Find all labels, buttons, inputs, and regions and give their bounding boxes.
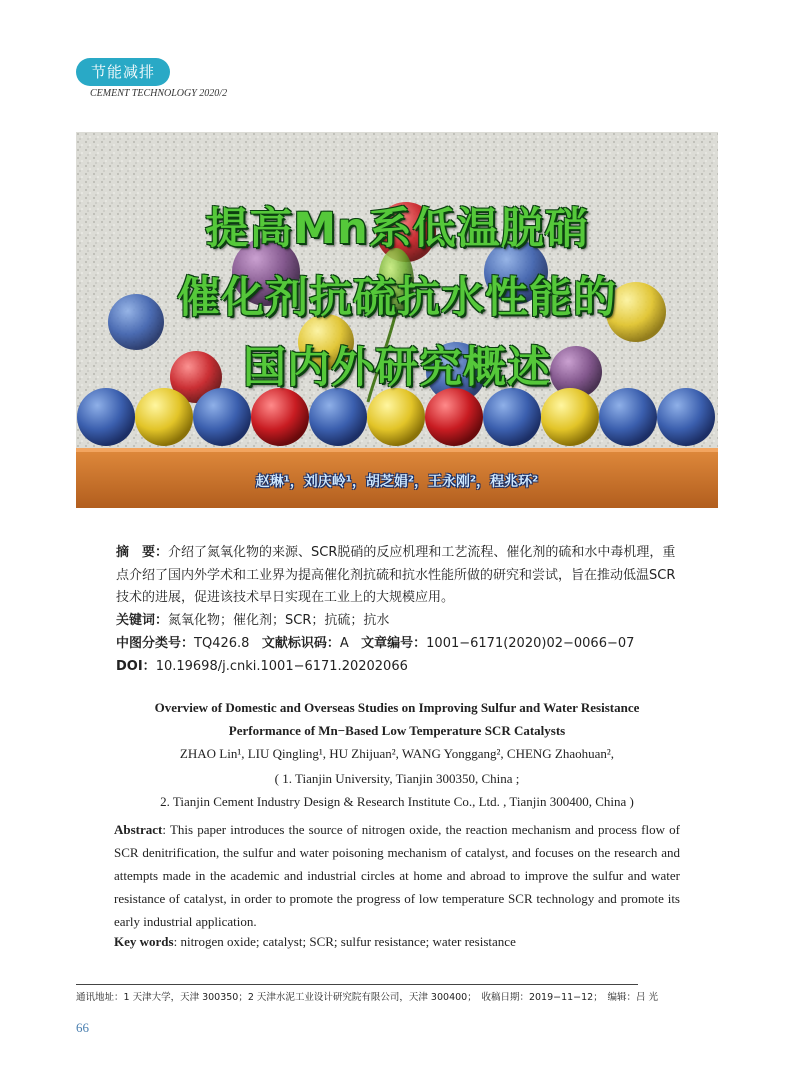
affiliation-1: ( 1. Tianjin University, Tianjin 300350, China ;: [274, 771, 520, 786]
english-authors: ZHAO Lin¹, LIU Qingling¹, HU Zhijuan², WANG Yonggang², CHENG Zhaohuan²,: [179, 746, 615, 761]
abstract-text: 介绍了氮氧化物的来源、SCR脱硝的反应机理和工艺流程、催化剂的硫和水中毒机理，重点介绍了国内外学术和工业界为提高催化剂抗硫和抗水性能所做的研究和尝试，旨在推动低温SCR技术的进展，促进该技术早日实现在工业上的大规模应用。: [116, 545, 676, 605]
keywords-label: 关键词：: [116, 613, 169, 628]
english-abstract-text: : This paper introduces the source of nitrogen oxide, the reaction mechanism and process flow of SCR denitrification, the sulfur and water poisoning mechanism of catalyst, and focuses on the research and attempts made in the academic and industrial circles at home and abroad to improve the sulfur and water resistance of catalyst, in order to promote the progress of low temperature SCR technology and promote its early industrial application.: [114, 822, 680, 929]
english-keywords-text: : nitrogen oxide; catalyst; SCR; sulfur resistance; water resistance: [173, 934, 516, 949]
banner-authors: 赵琳¹，刘庆岭¹，胡芝娟²，王永刚²，程兆环²: [255, 474, 539, 490]
chinese-abstract: [116, 542, 686, 610]
chinese-keywords: [116, 610, 686, 633]
keywords-text: 氮氧化物；催化剂；SCR；抗硫；抗水: [168, 613, 390, 628]
doi-line: [116, 656, 686, 679]
banner-title-line-3: 国内外研究概述: [243, 343, 551, 393]
doc-code-label: 文献标识码：: [261, 636, 340, 651]
page-number: 66: [76, 1020, 89, 1035]
footnote: 通讯地址：1 天津大学，天津 300350；2 天津水泥工业设计研究院有限公司，天津 300400； 收稿日期：2019−11−12； 编辑：吕 光: [76, 992, 658, 1003]
english-keywords: [114, 934, 680, 950]
english-abstract: [114, 818, 680, 933]
english-title-line-2: Performance of Mn−Based Low Temperature SCR Catalysts: [228, 723, 566, 738]
doi-value: 10.19698/j.cnki.1001−6171.20202066: [155, 659, 408, 674]
section-badge: 节能减排: [76, 58, 170, 86]
journal-name: CEMENT TECHNOLOGY 2020/2: [90, 88, 228, 99]
abstract-label: 摘 要：: [116, 545, 169, 560]
article-number-label: 文章编号：: [361, 636, 427, 651]
article-number-value: 1001−6171(2020)02−0066−07: [426, 636, 635, 651]
banner-title-line-2: 催化剂抗硫抗水性能的: [177, 273, 617, 323]
classification-line: [116, 633, 686, 656]
footnote-divider: [76, 984, 638, 985]
class-label: 中图分类号：: [116, 636, 195, 651]
doc-code-value: A: [339, 636, 349, 651]
banner-title-line-1: 提高Mn系低温脱硝: [205, 204, 589, 254]
affiliation-2: 2. Tianjin Cement Industry Design & Research Institute Co., Ltd. , Tianjin 300400, China ): [160, 794, 634, 809]
english-abstract-label: Abstract: [114, 822, 163, 837]
english-keywords-label: Key words: [114, 934, 174, 949]
english-title-line-1: Overview of Domestic and Overseas Studies on Improving Sulfur and Water Resistance: [154, 700, 640, 715]
class-value: TQ426.8: [194, 636, 250, 651]
doi-label: DOI：: [116, 659, 156, 674]
